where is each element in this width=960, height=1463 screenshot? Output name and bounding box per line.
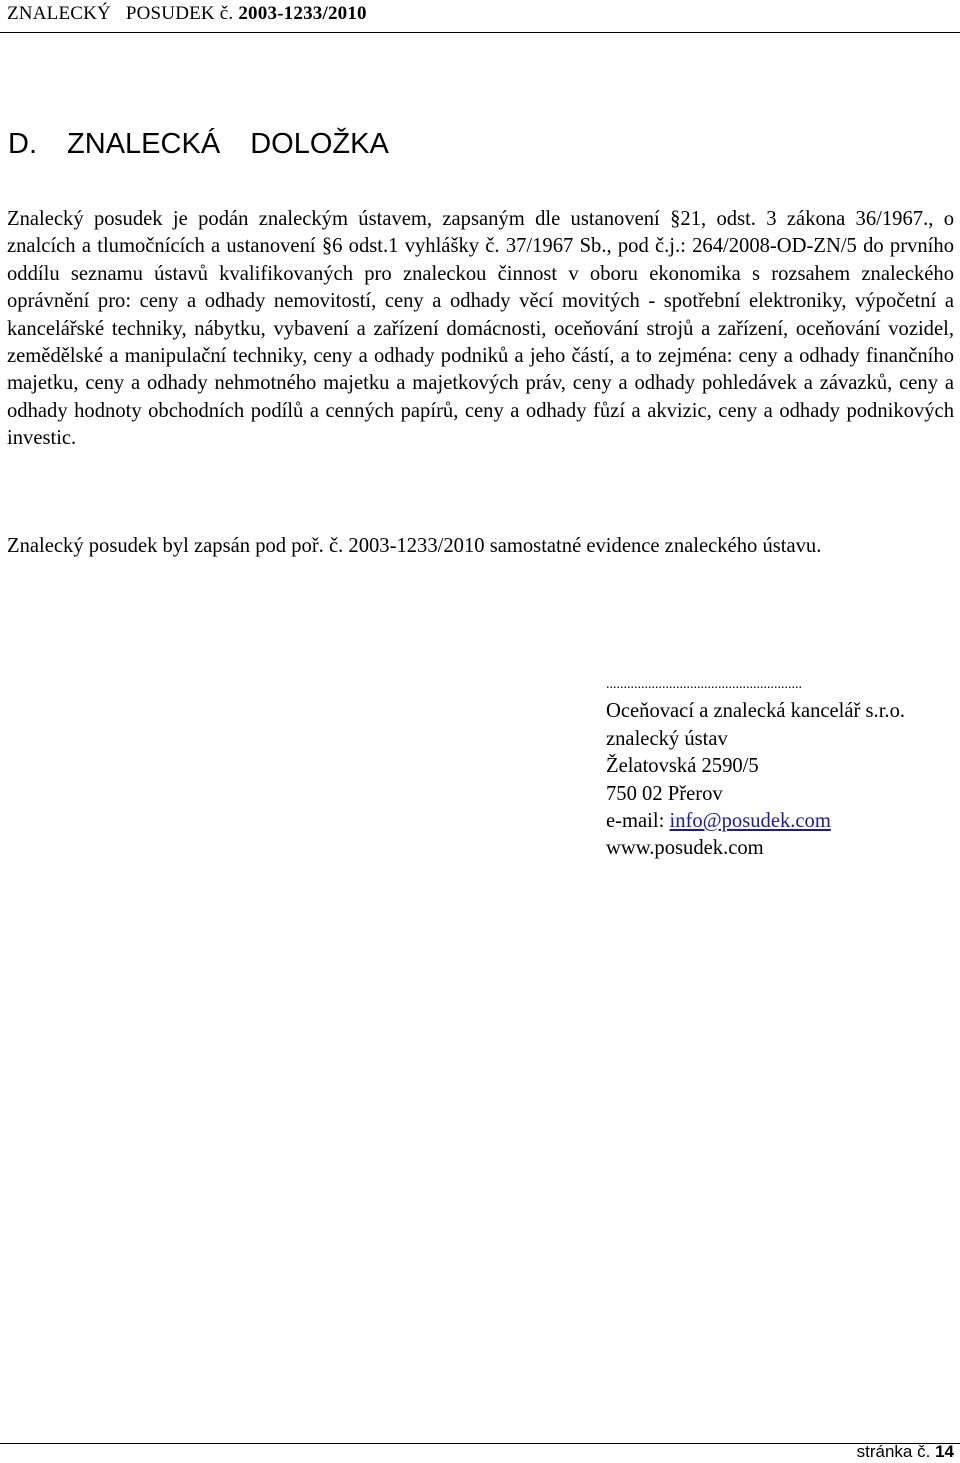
- header-report-number: 2003-1233/2010: [238, 3, 367, 24]
- company-name: Oceňovací a znalecká kancelář s.r.o.: [606, 700, 906, 723]
- body-paragraph-1: Znalecký posudek je podán znaleckým ústavem, zapsaným dle ustanovení §21, odst. 3 zákona 36/1967., o znalcích a tlumočnících a ustanovení §6 odst.1 vyhlášky č. 37/1967 Sb., pod č.j.: 264/2008-OD-ZN/5 do prvního oddílu seznamu ústavů kvalifikovaných pro znaleckou činnost v oboru ekonomika s rozsahem znaleckého oprávnění pro: ceny a odhady nemovitostí, ceny a odhady věcí movitých - spotřební elektroniky, výpočetní a kancelářské techniky, nábytku, vybavení a zařízení domácnosti, oceňování strojů a zařízení, oceňování vozidel, zemědělské a manipulační techniky, ceny a odhady podniků a jeho částí, a to zejména: ceny a odhady finančního majetku, ceny a odhady nehmotného majetku a majetkových práv, ceny a odhady pohledávek a závazků, ceny a odhady hodnoty obchodních podílů a cenných papírů, ceny a odhady fůzí a akvizic, ceny a odhady podnikových investic.: [7, 208, 954, 450]
- company-city: 750 02 Přerov: [606, 782, 723, 805]
- company-street: Želatovská 2590/5: [606, 755, 759, 778]
- section-title: D. ZNALECKÁ DOLOŽKA: [8, 128, 389, 160]
- company-web: www.posudek.com: [606, 837, 764, 860]
- body-paragraph-2: Znalecký posudek byl zapsán pod poř. č. 2003-1233/2010 samostatné evidence znaleckého ústavu.: [7, 535, 822, 557]
- company-email-row: [606, 808, 905, 835]
- footer-page-label: stránka č.: [856, 1442, 931, 1461]
- signature-line: ........................................................: [606, 677, 802, 692]
- company-type: znalecký ústav: [606, 727, 728, 750]
- email-label: e-mail:: [606, 810, 670, 833]
- page-header: [7, 3, 367, 25]
- page-footer: [857, 1442, 954, 1462]
- email-link[interactable]: info@posudek.com: [669, 810, 831, 833]
- header-divider: [0, 32, 960, 33]
- signature-block: [606, 671, 905, 863]
- footer-divider: [0, 1443, 960, 1444]
- footer-page-number: 14: [935, 1442, 954, 1461]
- header-label: ZNALECKÝ POSUDEK č.: [7, 3, 234, 24]
